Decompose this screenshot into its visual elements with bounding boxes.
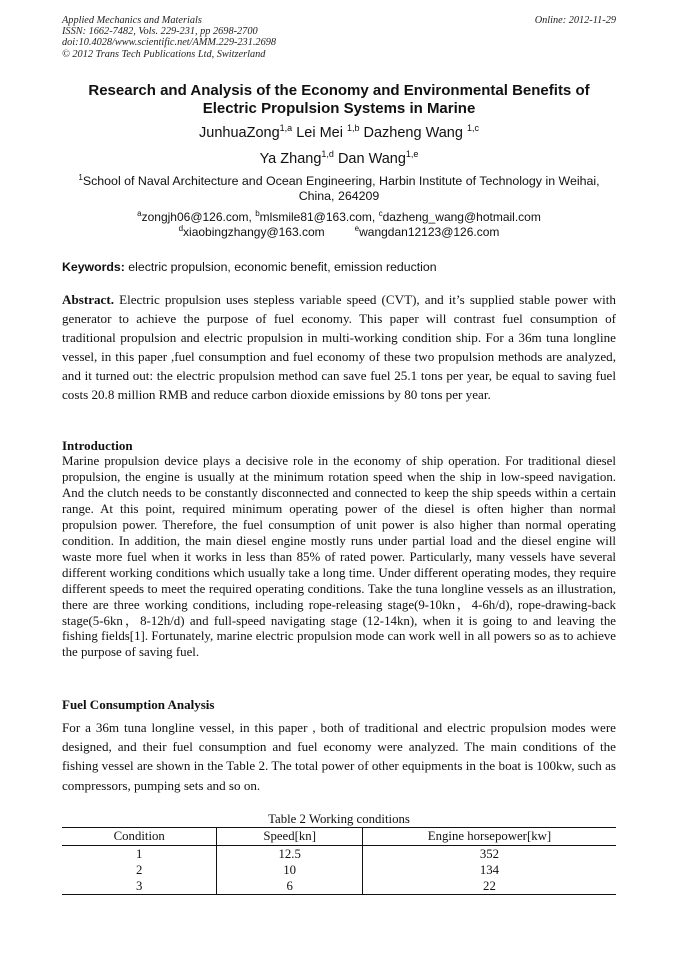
email-sup: a — [137, 209, 142, 218]
keywords-text: electric propulsion, economic benefit, emission reduction — [128, 260, 437, 274]
email-address: zongjh06@126.com, — [141, 210, 252, 224]
table-cell: 352 — [362, 846, 616, 863]
author-name: Dan Wang — [337, 151, 406, 167]
affiliation — [62, 174, 616, 204]
fuel-section-text: For a 36m tuna longline vessel, in this paper , both of traditional and electric propulsion modes were designed, and their fuel consumption and fuel economy were analyzed. The main conditions of the fishing vessel are shown in the Table 2. The total power of other equipments in the boat is 100kw, such as compressors, pumping sets and so on. — [62, 720, 616, 793]
table-cell: 12.5 — [217, 846, 362, 863]
copyright-line: © 2012 Trans Tech Publications Ltd, Switzerland — [62, 48, 266, 60]
email-sup: d — [178, 224, 184, 233]
introduction-heading: Introduction — [62, 438, 133, 453]
table-row — [62, 878, 616, 895]
journal-name: Applied Mechanics and Materials — [62, 15, 202, 26]
author-line-2 — [62, 150, 616, 168]
online-date: Online: 2012-11-29 — [534, 15, 616, 26]
author-name: Lei Mei — [296, 125, 343, 141]
email-address: xiaobingzhangy@163.com — [183, 225, 325, 239]
email-address: dazheng_wang@hotmail.com — [382, 210, 541, 224]
email-line-1 — [62, 210, 616, 225]
table-header-cell: Condition — [62, 828, 217, 846]
table-cell: 1 — [136, 847, 143, 861]
abstract-text: Electric propulsion uses stepless variable speed (CVT), and it’s supplied stable power with generator to achieve the purpose of fuel economy. This paper will contrast fuel consumption of traditional propulsion and electric propulsion in multi-working condition ship. For a 36m tuna longline vessel, in this paper ,fuel consumption and fuel economy of these two propulsion methods are analyzed, and it turned out: the electric propulsion method can save fuel 25.1 tons per year, be equal to saving fuel costs 20.8 million RMB and reduce carbon dioxide emissions by 80 tons per year. — [62, 292, 616, 403]
author-name: JunhuaZong — [199, 125, 280, 141]
issn-line: ISSN: 1662-7482, Vols. 229-231, pp 2698-2700 — [62, 26, 258, 38]
abstract — [62, 290, 616, 405]
affiliation-sup: 1 — [78, 173, 83, 182]
email-sup: c — [378, 209, 383, 218]
table-cell: 3 — [62, 878, 217, 895]
author-name: Dazheng Wang — [363, 125, 463, 141]
table-cell: 10 — [217, 862, 362, 878]
introduction-text: Marine propulsion device plays a decisive role in the economy of ship operation. For traditional diesel propulsion, the engine is usually at the minimum rotation speed when the ship in low-speed navigation. And the clutch needs to be constantly disconnected and connected to keep the ship speeds within a certain range. At this point, required minimum operating power of the diesel is often higher than normal propulsion power. Therefore, the fuel consumption of unit power is also higher than normal operating condition. In addition, the main diesel engine mostly runs under partial load and the diesel engine will waste more fuel when it works in less than 85% of rated power. Particularly, many vessels have several different working conditions which usually take a long time. Under different operating modes, they require different speeds to meet the required operating conditions. Take the tuna longline vessels as an illustration, there are three working conditions, including rope-releasing stage(9-10kn，4-6h/d), rope-drawing-back stage(5-6kn，8-12h/d) and full-speed navigating stage (12-14kn), when it is going to and leaving the fishing fields[1]. Fortunately, marine electric propulsion mode can work well in all powers so as to achieve the purpose of saving fuel. — [62, 454, 616, 660]
author-name: Ya Zhang — [259, 151, 322, 167]
working-conditions-table — [62, 827, 616, 895]
table-cell: 22 — [362, 878, 616, 895]
table-cell: 6 — [217, 878, 362, 895]
email-address: wangdan12123@126.com — [359, 225, 500, 239]
email-address: mlsmile81@163.com, — [259, 210, 376, 224]
email-line-2 — [62, 225, 616, 240]
table-cell: 134 — [362, 862, 616, 878]
abstract-label: Abstract. — [62, 292, 114, 307]
email-sup: b — [255, 209, 260, 218]
author-sup: 1,e — [405, 149, 419, 159]
table-header-cell: Engine horsepower[kw] — [362, 828, 616, 846]
keywords — [62, 260, 616, 275]
author-sup: 1,c — [466, 123, 479, 133]
paper-title: Research and Analysis of the Economy and Environmental Benefits of Electric Propulsion Systems in Marine — [88, 82, 590, 117]
table-header-row — [62, 828, 616, 846]
table-caption: Table 2 Working conditions — [268, 812, 410, 826]
table-row — [62, 862, 616, 878]
affiliation-text: School of Naval Architecture and Ocean Engineering, Harbin Institute of Technology in Weihai, China, 264209 — [82, 174, 600, 203]
journal-header — [62, 15, 276, 60]
table-header-cell: Speed[kn] — [217, 828, 362, 846]
table-row — [62, 846, 616, 863]
author-line-1 — [62, 124, 616, 142]
author-sup: 1,d — [321, 149, 334, 159]
table-cell: 2 — [136, 863, 143, 877]
fuel-section-heading: Fuel Consumption Analysis — [62, 697, 215, 712]
author-sup: 1,b — [346, 123, 360, 133]
doi-line: doi:10.4028/www.scientific.net/AMM.229-231.2698 — [62, 37, 277, 49]
email-sup: e — [354, 224, 360, 233]
keywords-label: Keywords: — [62, 260, 125, 274]
author-sup: 1,a — [279, 123, 293, 133]
